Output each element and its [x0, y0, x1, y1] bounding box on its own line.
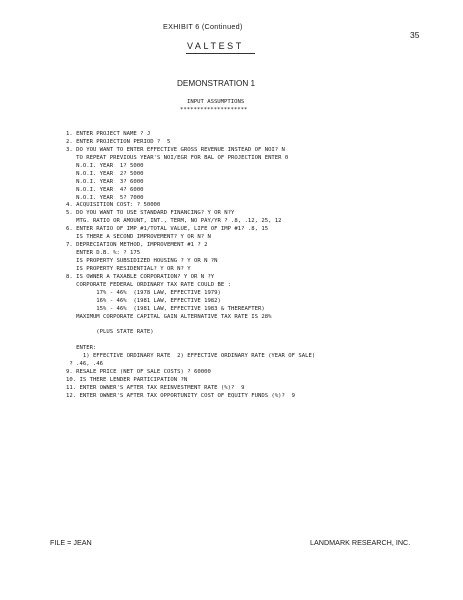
listing-line: 17% - 46% (1978 LAW, EFFECTIVE 1979) [66, 289, 221, 296]
listing-line: ENTER: [66, 345, 97, 352]
listing-line: N.O.I. YEAR 4? 6000 [66, 186, 144, 193]
listing-line: MAXIMUM CORPORATE CAPITAL GAIN ALTERNATIVE TAX RATE IS 28% [66, 313, 272, 320]
listing-line [66, 322, 315, 330]
listing-line: 7. DEPRECIATION METHOD, IMPROVEMENT #1 ? 2 [66, 242, 208, 249]
demonstration-heading: DEMONSTRATION 1 [177, 79, 256, 88]
listing-line: 11. ENTER OWNER'S AFTER TAX REINVESTMENT RATE (%)? 9 [66, 385, 245, 391]
listing-line: IS PROPERTY RESIDENTIAL? Y OR N? Y [66, 265, 191, 272]
listing-line [66, 337, 315, 345]
listing-line: TO REPEAT PREVIOUS YEAR'S NOI/EGR FOR BAL OF PROJECTION ENTER 0 [66, 154, 289, 161]
listing-line: IS THERE A SECOND IMPROVEMENT? Y OR N? N [66, 234, 211, 241]
terminal-listing [66, 131, 315, 401]
listing-line: 10. IS THERE LENDER PARTICIPATION ?N [66, 377, 188, 384]
listing-line: ? .46, .46 [66, 361, 104, 368]
listing-line: 1) EFFECTIVE ORDINARY RATE 2) EFFECTIVE ORDINARY RATE (YEAR OF SALE) [66, 353, 316, 360]
listing-line: N.O.I. YEAR 3? 6000 [66, 178, 144, 185]
listing-line: ENTER D.B. %: ? 175 [66, 250, 141, 257]
listing-line: 5. DO YOU WANT TO USE STANDARD FINANCING? Y OR N?Y [66, 210, 235, 217]
listing-line: 3. DO YOU WANT TO ENTER EFFECTIVE GROSS REVENUE INSTEAD OF NOI? N [66, 146, 285, 153]
listing-line: IS PROPERTY SUBSIDIZED HOUSING ? Y OR N ?N [66, 258, 218, 264]
listing-line: N.O.I. YEAR 2? 5000 [66, 170, 144, 177]
listing-line: 12. ENTER OWNER'S AFTER TAX OPPORTUNITY COST OF EQUITY FUNDS (%)? 9 [66, 392, 296, 399]
section-underline-stars: ******************** [180, 107, 248, 113]
exhibit-heading: EXHIBIT 6 (Continued) [163, 22, 243, 31]
listing-line: 15% - 46% (1981 LAW, EFFECTIVE 1983 & THEREAFTER) [66, 305, 265, 312]
document-title: VALTEST [187, 41, 244, 51]
listing-line: 16% - 46% (1981 LAW, EFFECTIVE 1982) [66, 297, 221, 304]
listing-line: MTG. RATIO OR AMOUNT, INT., TERM, NO PAY/YR ? .8, .12, 25, 12 [66, 218, 282, 225]
page-number: 35 [410, 30, 420, 40]
listing-line: N.O.I. YEAR 1? 5000 [66, 162, 144, 169]
footer-company-name: LANDMARK RESEARCH, INC. [310, 538, 411, 547]
listing-line: 4. ACQUISITION COST: ? 50000 [66, 202, 161, 209]
listing-line: 8. IS OWNER A TAXABLE CORPORATION? Y OR N ?Y [66, 273, 215, 280]
listing-line: (PLUS STATE RATE) [66, 329, 154, 336]
listing-line: 1. ENTER PROJECT NAME ? J [66, 131, 151, 137]
listing-line: 9. RESALE PRICE (NET OF SALE COSTS) ? 60000 [66, 369, 211, 376]
footer-file-label: FILE = JEAN [50, 538, 92, 547]
section-heading: INPUT ASSUMPTIONS [187, 99, 245, 105]
listing-line: CORPORATE FEDERAL ORDINARY TAX RATE COULD BE : [66, 281, 232, 288]
listing-line: 2. ENTER PROJECTION PERIOD ? 5 [66, 138, 171, 145]
listing-line: N.O.I. YEAR 5? 7000 [66, 194, 144, 201]
title-underline [186, 53, 255, 54]
listing-line: 6. ENTER RATIO OF IMP #1/TOTAL VALUE, LIFE OF IMP #1? .8, 15 [66, 226, 269, 233]
